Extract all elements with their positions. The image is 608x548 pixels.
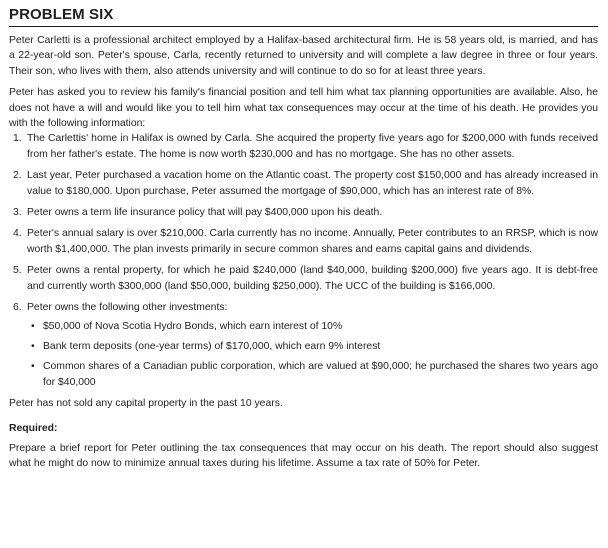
investment-item	[27, 359, 598, 390]
list-item	[9, 205, 598, 220]
title-divider	[9, 26, 598, 27]
list-item	[9, 263, 598, 294]
problem-title: PROBLEM SIX	[9, 6, 114, 23]
closing-statement: Peter has not sold any capital property in the past 10 years.	[9, 398, 283, 410]
investment-text: Bank term deposits (one-year terms) of $170,000, which earn 9% interest	[43, 340, 381, 352]
required-paragraph: Prepare a brief report for Peter outlining the tax consequences that may occur on his death. The report should also suggest what he might do now to minimize annual taxes during his lifetime. Assume a tax rate of 50% for Peter.	[9, 442, 598, 470]
item-text: Peter's annual salary is over $210,000. Carla currently has no income. Annually, Peter contributes to an RRSP, which is now worth $1,400,000. The plan invests primarily in secure common shares and earns capital gains and dividends.	[27, 228, 598, 255]
investment-text: $50,000 of Nova Scotia Hydro Bonds, which earn interest of 10%	[43, 320, 343, 332]
list-item	[9, 226, 598, 257]
item-text: Peter owns the following other investments:	[27, 302, 228, 314]
item-number: 2.	[13, 170, 22, 182]
item-text: Last year, Peter purchased a vacation home on the Atlantic coast. The property cost $150,000 and has already increased in value to $180,000. Upon purchase, Peter assumed the mortgage of $90,000, which has an interest rate of 8%.	[27, 170, 598, 197]
bullet-icon: •	[31, 361, 35, 373]
request-paragraph: Peter has asked you to review his family's financial position and tell him what tax planning opportunities are available. Also, he does not have a will and would like you to tell him what tax consequences may occur at the time of his death. He provides you with the following information:	[9, 87, 598, 130]
bullet-icon: •	[31, 320, 35, 332]
required-heading: Required:	[9, 422, 58, 434]
investment-item	[27, 339, 598, 354]
information-list	[9, 131, 598, 390]
bullet-icon: •	[31, 340, 35, 352]
list-item	[9, 131, 598, 162]
investment-text: Common shares of a Canadian public corporation, which are valued at $90,000; he purchased the shares two years ago for $40,000	[43, 361, 598, 388]
item-number: 4.	[13, 228, 22, 240]
item-number: 6.	[13, 302, 22, 314]
list-item	[9, 168, 598, 199]
item-number: 5.	[13, 265, 22, 277]
intro-paragraph: Peter Carletti is a professional architect employed by a Halifax-based architectural firm. He is 58 years old, is married, and has a 22-year-old son. Peter's spouse, Carla, recently returned to university and will complete a law degree in three or four years. Their son, who lives with them, also attends university and will continue to do so for at least three years.	[9, 35, 598, 77]
item-number: 1.	[13, 133, 22, 145]
item-number: 3.	[13, 207, 22, 219]
investments-list	[27, 319, 598, 391]
item-text: Peter owns a rental property, for which he paid $240,000 (land $40,000, building $200,000) five years ago. It is debt-free and currently worth $300,000 (land $50,000, building $250,000). The UCC of the building is $166,000.	[27, 265, 598, 292]
item-text: Peter owns a term life insurance policy that will pay $400,000 upon his death.	[27, 207, 383, 219]
item-text: The Carlettis' home in Halifax is owned by Carla. She acquired the property five years ago for $200,000 with funds received from her father's estate. The home is now worth $230,000 and has no mortgage. She has no other assets.	[27, 133, 598, 160]
investment-item	[27, 319, 598, 334]
list-item	[9, 300, 598, 390]
